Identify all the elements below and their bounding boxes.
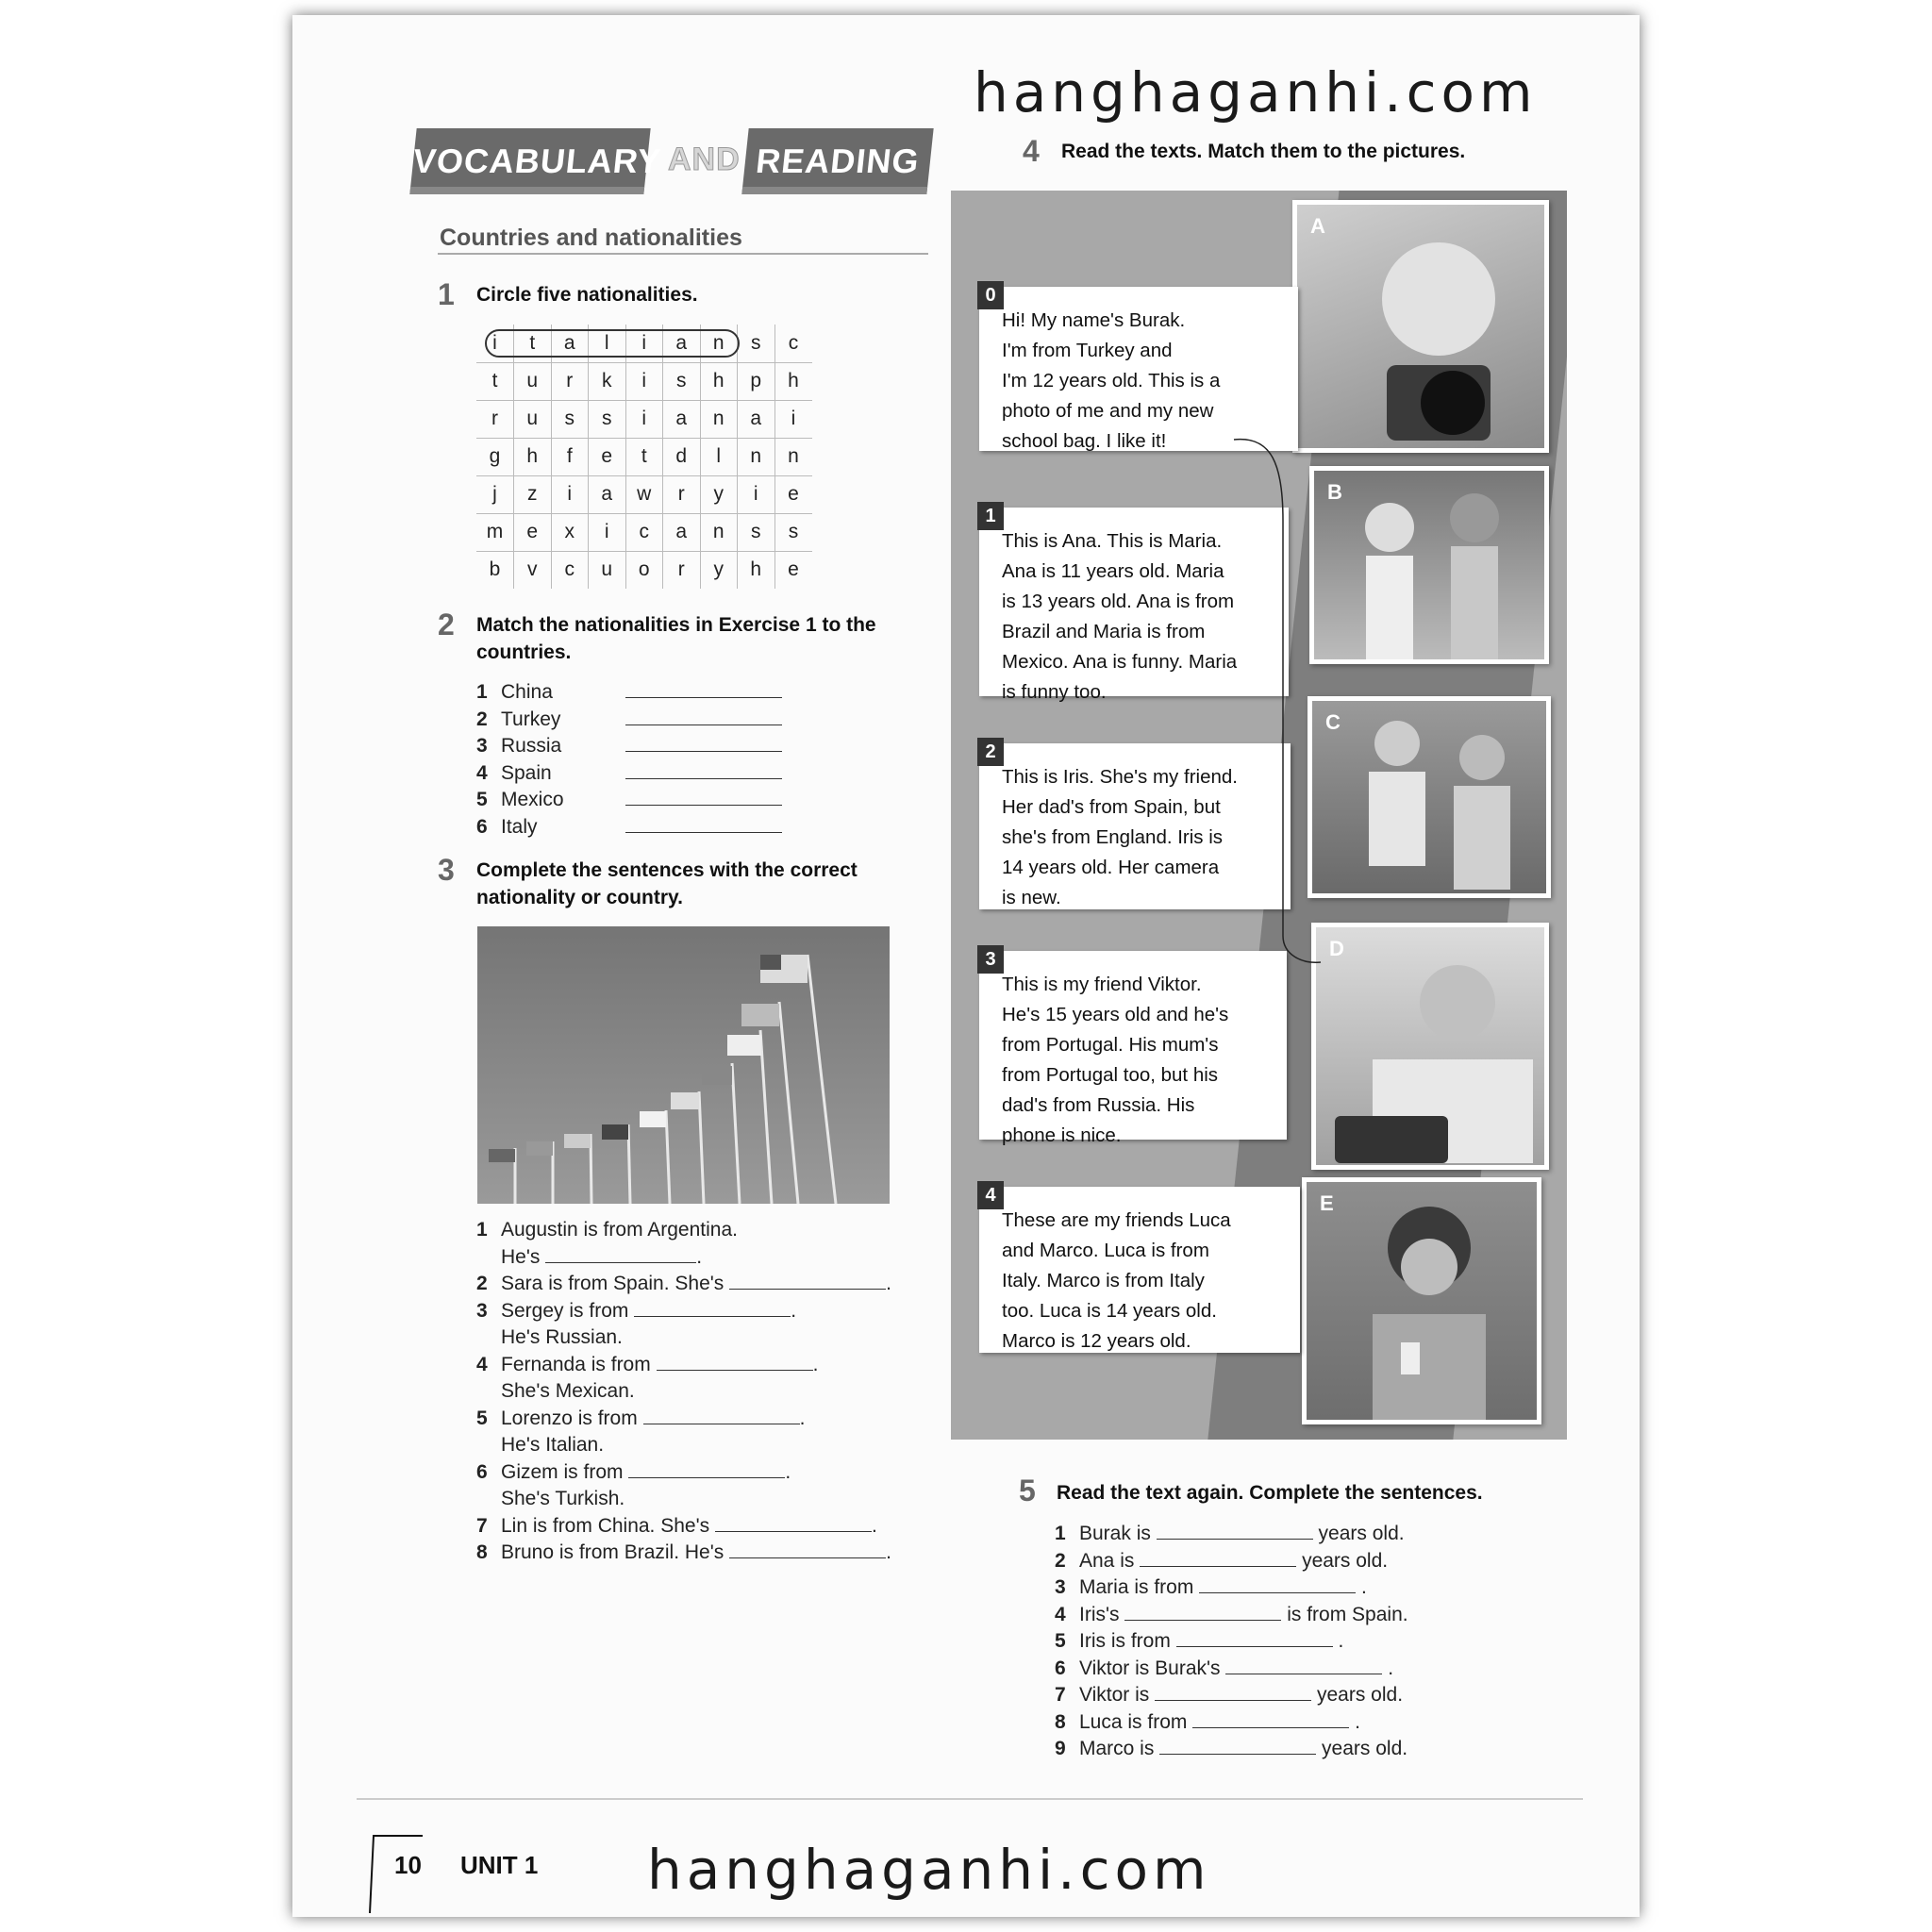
grid-letter[interactable]: l <box>589 325 626 362</box>
item-number: 1 <box>1055 1523 1066 1544</box>
answer-blank[interactable] <box>715 1513 872 1532</box>
grid-letter[interactable]: o <box>625 551 663 589</box>
grid-letter[interactable]: d <box>663 438 701 475</box>
item-punct: . <box>886 1541 891 1563</box>
grid-letter[interactable]: s <box>774 513 812 551</box>
grid-letter[interactable]: u <box>514 362 552 400</box>
text-line: He's 15 years old and he's <box>1002 1004 1229 1025</box>
grid-letter[interactable]: s <box>551 400 589 438</box>
text-line: is new. <box>1002 887 1061 908</box>
grid-letter[interactable]: n <box>774 438 812 475</box>
item-text: Fernanda is from <box>501 1353 651 1375</box>
item-text: Bruno is from Brazil. He's <box>501 1541 724 1563</box>
answer-blank[interactable] <box>1155 1682 1311 1701</box>
grid-letter[interactable]: r <box>476 400 514 438</box>
item-text: He's <box>501 1245 541 1268</box>
item-text: . <box>1361 1576 1367 1598</box>
text-line: dad's from Russia. His <box>1002 1094 1195 1116</box>
item-number: 1 <box>476 1219 488 1241</box>
item-punct: . <box>886 1273 891 1294</box>
item-text: Sara is from Spain. She's <box>501 1273 724 1294</box>
answer-blank[interactable] <box>625 760 782 779</box>
list-item <box>1055 1574 1408 1602</box>
item-number: 8 <box>476 1541 488 1563</box>
grid-letter[interactable]: y <box>700 475 738 513</box>
exercise-1-instruction: Circle five nationalities. <box>476 284 698 306</box>
grid-letter[interactable]: h <box>514 438 552 475</box>
item-answer-line: She's Mexican. <box>501 1380 635 1402</box>
text-badge: 2 <box>977 738 1004 766</box>
grid-letter[interactable]: j <box>476 475 514 513</box>
grid-letter[interactable]: i <box>738 475 775 513</box>
item-number: 4 <box>476 761 488 784</box>
grid-letter[interactable]: z <box>514 475 552 513</box>
item-text: Luca is from <box>1079 1710 1188 1733</box>
exercise-2-list <box>476 679 782 841</box>
item-body <box>501 1513 877 1541</box>
grid-letter[interactable]: r <box>663 551 701 589</box>
text-line: Ana is 11 years old. Maria <box>1002 560 1224 582</box>
grid-letter[interactable]: h <box>738 551 775 589</box>
exercise-1-number: 1 <box>438 277 455 311</box>
grid-letter[interactable]: a <box>663 513 701 551</box>
text-line: school bag. I like it! <box>1002 430 1167 452</box>
grid-letter[interactable]: c <box>625 513 663 551</box>
grid-row <box>476 400 812 438</box>
text-line: too. Luca is 14 years old. <box>1002 1300 1217 1322</box>
flags-illustration <box>477 926 890 1204</box>
answer-blank[interactable] <box>625 679 782 698</box>
grid-letter[interactable]: u <box>514 400 552 438</box>
answer-blank[interactable] <box>1176 1628 1333 1647</box>
list-item <box>476 679 782 707</box>
item-punct: . <box>871 1514 877 1537</box>
text-line: Her dad's from Spain, but <box>1002 796 1221 818</box>
exercise-5-list <box>1055 1521 1408 1763</box>
grid-letter[interactable]: m <box>476 513 514 551</box>
list-item <box>1055 1656 1408 1683</box>
answer-blank[interactable] <box>628 1459 785 1478</box>
answer-blank[interactable] <box>1159 1736 1316 1755</box>
item-text: years old. <box>1317 1684 1404 1706</box>
grid-letter[interactable]: r <box>551 362 589 400</box>
country-name: Italy <box>501 815 538 838</box>
answer-blank[interactable] <box>1157 1521 1313 1540</box>
item-text: Augustin is from Argentina. <box>501 1219 738 1241</box>
grid-row <box>476 551 812 589</box>
text-line: from Portugal too, but his <box>1002 1064 1219 1086</box>
picture-letter: A <box>1310 214 1325 238</box>
grid-letter[interactable]: a <box>663 400 701 438</box>
text-badge: 0 <box>977 281 1004 309</box>
item-text: . <box>1355 1710 1360 1733</box>
list-item <box>476 1513 891 1541</box>
list-item <box>1055 1709 1408 1737</box>
answer-blank[interactable] <box>625 814 782 833</box>
grid-letter[interactable]: l <box>700 438 738 475</box>
grid-letter[interactable]: s <box>738 513 775 551</box>
list-item <box>476 1406 891 1459</box>
answer-blank[interactable] <box>625 787 782 806</box>
grid-letter[interactable]: n <box>738 438 775 475</box>
grid-letter[interactable]: x <box>551 513 589 551</box>
grid-letter[interactable]: y <box>700 551 738 589</box>
exercise-5-instruction: Read the text again. Complete the sentences. <box>1057 1482 1483 1504</box>
grid-letter[interactable]: v <box>514 551 552 589</box>
text-line: Marco is 12 years old. <box>1002 1330 1191 1352</box>
item-number: 3 <box>1055 1576 1066 1598</box>
grid-row <box>476 475 812 513</box>
list-item <box>1055 1548 1408 1575</box>
answer-blank[interactable] <box>1199 1574 1356 1593</box>
item-number: 1 <box>476 681 488 703</box>
footer-divider <box>357 1798 1583 1800</box>
item-text: Viktor is <box>1079 1684 1150 1706</box>
item-number: 5 <box>476 1407 488 1429</box>
item-number: 2 <box>476 708 488 730</box>
item-body <box>501 1271 891 1298</box>
exercise-3-number: 3 <box>438 853 455 887</box>
text-line: I'm from Turkey and <box>1002 340 1173 361</box>
country-name: Turkey <box>501 708 561 730</box>
item-body <box>501 1459 791 1513</box>
item-number: 3 <box>476 735 488 757</box>
list-item <box>476 1298 891 1352</box>
word-search-grid <box>476 325 812 589</box>
page-number: 10 <box>394 1851 422 1879</box>
item-body <box>501 1352 818 1406</box>
picture-letter: C <box>1325 710 1341 734</box>
reading-panel <box>951 191 1567 1440</box>
grid-letter[interactable]: w <box>625 475 663 513</box>
list-item <box>476 733 782 760</box>
item-text: . <box>1338 1630 1344 1652</box>
grid-letter[interactable]: t <box>514 325 552 362</box>
text-badge: 1 <box>977 502 1004 530</box>
item-punct: . <box>799 1407 806 1429</box>
item-number: 4 <box>1055 1603 1066 1625</box>
grid-letter[interactable]: c <box>774 325 812 362</box>
text-line: These are my friends Luca <box>1002 1209 1231 1231</box>
exercise-4-number: 4 <box>1023 134 1040 168</box>
item-number: 5 <box>1055 1630 1066 1652</box>
item-text: Sergey is from <box>501 1299 629 1322</box>
grid-letter[interactable]: e <box>774 475 812 513</box>
text-line: Hi! My name's Burak. <box>1002 309 1186 331</box>
item-text: Viktor is Burak's <box>1079 1657 1221 1679</box>
grid-letter[interactable]: n <box>700 513 738 551</box>
item-answer-line: He's Italian. <box>501 1434 605 1456</box>
item-punct: . <box>812 1353 819 1375</box>
item-number: 7 <box>1055 1684 1066 1706</box>
item-number: 3 <box>476 1299 488 1322</box>
item-text: years old. <box>1302 1549 1389 1572</box>
list-item <box>476 1352 891 1406</box>
picture-letter: E <box>1320 1191 1334 1215</box>
text-line: phone is nice. <box>1002 1124 1122 1146</box>
item-text: Maria is from <box>1079 1576 1194 1598</box>
list-item <box>1055 1736 1408 1763</box>
item-number: 7 <box>476 1514 488 1537</box>
list-item <box>1055 1628 1408 1656</box>
answer-blank[interactable] <box>634 1298 791 1317</box>
item-text: is from Spain. <box>1287 1603 1408 1625</box>
item-text: Burak is <box>1079 1523 1151 1544</box>
unit-label: UNIT 1 <box>460 1851 539 1879</box>
text-line: photo of me and my new <box>1002 400 1214 422</box>
item-punct: . <box>785 1460 791 1483</box>
answer-blank[interactable] <box>625 707 782 725</box>
text-line: This is Ana. This is Maria. <box>1002 530 1223 552</box>
text-badge: 4 <box>977 1181 1004 1209</box>
grid-letter[interactable]: p <box>738 362 775 400</box>
item-text: Iris's <box>1079 1603 1120 1625</box>
grid-letter[interactable]: i <box>551 475 589 513</box>
text-line: Italy. Marco is from Italy <box>1002 1270 1205 1291</box>
grid-letter[interactable]: b <box>476 551 514 589</box>
exercise-3-list <box>476 1217 891 1567</box>
list-item <box>476 760 782 788</box>
text-line: from Portugal. His mum's <box>1002 1034 1219 1056</box>
item-text: Ana is <box>1079 1549 1135 1572</box>
country-name: Spain <box>501 761 552 784</box>
text-line: Mexico. Ana is funny. Maria <box>1002 651 1238 673</box>
picture-letter: B <box>1327 480 1342 504</box>
item-text: years old. <box>1318 1523 1405 1544</box>
exercise-5-number: 5 <box>1019 1474 1036 1507</box>
grid-letter[interactable]: i <box>625 325 663 362</box>
item-answer-line: She's Turkish. <box>501 1488 625 1509</box>
circled-word-mark <box>485 329 740 358</box>
grid-letter[interactable]: a <box>663 325 701 362</box>
grid-letter[interactable]: e <box>514 513 552 551</box>
list-item <box>476 787 782 814</box>
item-answer-line: He's Russian. <box>501 1326 623 1348</box>
exercise-3-instruction: Complete the sentences with the correct nationality or country. <box>476 859 858 908</box>
item-body <box>501 1540 891 1567</box>
grid-letter[interactable]: s <box>663 362 701 400</box>
banner-and: AND <box>668 142 741 177</box>
item-number: 6 <box>476 815 488 838</box>
list-item <box>476 1217 891 1271</box>
answer-blank[interactable] <box>1225 1656 1382 1674</box>
grid-letter[interactable]: f <box>551 438 589 475</box>
list-item <box>476 707 782 734</box>
item-text: Lorenzo is from <box>501 1407 638 1429</box>
item-text: Lin is from China. She's <box>501 1514 710 1537</box>
grid-letter[interactable]: i <box>476 325 514 362</box>
country-name: Russia <box>501 735 562 757</box>
item-text: Gizem is from <box>501 1460 624 1483</box>
flags-photo <box>477 926 890 1204</box>
answer-blank[interactable] <box>1140 1548 1296 1567</box>
list-item <box>1055 1602 1408 1629</box>
grid-row <box>476 438 812 475</box>
text-badge: 3 <box>977 945 1004 974</box>
item-number: 6 <box>476 1460 488 1483</box>
grid-letter[interactable]: i <box>625 400 663 438</box>
item-text: years old. <box>1322 1738 1408 1759</box>
text-line: and Marco. Luca is from <box>1002 1240 1209 1261</box>
exercise-4-instruction: Read the texts. Match them to the pictures. <box>1061 141 1466 162</box>
banner-reading-label: READING <box>754 142 922 180</box>
grid-letter[interactable]: u <box>589 551 626 589</box>
grid-letter[interactable]: c <box>551 551 589 589</box>
text-line: is 13 years old. Ana is from <box>1002 591 1235 612</box>
item-punct: . <box>791 1299 797 1322</box>
text-line: 14 years old. Her camera <box>1002 857 1220 878</box>
list-item <box>476 814 782 841</box>
grid-letter[interactable]: e <box>788 558 799 581</box>
grid-letter[interactable]: i <box>589 513 626 551</box>
item-text: . <box>1388 1657 1394 1679</box>
grid-letter[interactable]: i <box>774 400 812 438</box>
list-item <box>476 1540 891 1567</box>
section-divider <box>438 253 928 255</box>
banner-reading <box>741 128 933 194</box>
grid-letter[interactable]: i <box>625 362 663 400</box>
answer-blank[interactable] <box>729 1271 886 1290</box>
text-line: This is Iris. She's my friend. <box>1002 766 1238 788</box>
banner-vocabulary <box>409 128 663 194</box>
answer-blank[interactable] <box>545 1244 696 1263</box>
watermark-bottom: hanghaganhi.com <box>647 1838 1211 1902</box>
grid-letter[interactable]: a <box>738 400 775 438</box>
workbook-page <box>292 15 1640 1917</box>
item-text: Marco is <box>1079 1738 1155 1759</box>
grid-row <box>476 362 812 400</box>
item-body <box>501 1298 796 1352</box>
grid-letter[interactable]: n <box>700 325 738 362</box>
item-number: 2 <box>476 1273 488 1294</box>
text-line: I'm 12 years old. This is a <box>1002 370 1221 391</box>
picture-letter: D <box>1329 937 1344 960</box>
exercise-2-instruction: Match the nationalities in Exercise 1 to the countries. <box>476 614 876 663</box>
text-line: This is my friend Viktor. <box>1002 974 1202 995</box>
exercise-2-number: 2 <box>438 608 455 641</box>
item-number: 5 <box>476 789 488 810</box>
item-body <box>501 1406 805 1459</box>
item-number: 4 <box>476 1353 488 1375</box>
grid-letter[interactable]: s <box>738 325 775 362</box>
country-name: China <box>501 681 553 703</box>
banner-vocabulary-label: VOCABULARY <box>410 142 663 180</box>
item-number: 2 <box>1055 1549 1066 1572</box>
watermark-top: hanghaganhi.com <box>974 60 1538 125</box>
text-line: is funny too. <box>1002 681 1107 703</box>
grid-letter[interactable]: h <box>774 362 812 400</box>
list-item <box>476 1459 891 1513</box>
answer-blank[interactable] <box>643 1406 800 1424</box>
item-body <box>501 1217 738 1271</box>
item-punct: . <box>696 1245 703 1268</box>
item-number: 6 <box>1055 1657 1066 1679</box>
list-item <box>1055 1521 1408 1548</box>
answer-blank[interactable] <box>625 733 782 752</box>
grid-letter[interactable]: s <box>589 400 626 438</box>
grid-letter[interactable]: t <box>476 362 514 400</box>
grid-letter[interactable]: r <box>663 475 701 513</box>
section-subheading: Countries and nationalities <box>440 225 742 251</box>
grid-letter[interactable]: n <box>700 400 738 438</box>
grid-letter[interactable]: a <box>589 475 626 513</box>
item-number: 8 <box>1055 1710 1066 1733</box>
grid-letter[interactable]: a <box>551 325 589 362</box>
list-item <box>1055 1682 1408 1709</box>
grid-letter[interactable]: k <box>589 362 626 400</box>
answer-blank[interactable] <box>657 1352 813 1371</box>
text-line: Brazil and Maria is from <box>1002 621 1206 642</box>
grid-letter[interactable]: h <box>700 362 738 400</box>
answer-blank[interactable] <box>1124 1602 1281 1621</box>
grid-row <box>476 513 812 551</box>
item-number: 9 <box>1055 1738 1066 1759</box>
grid-letter[interactable]: e <box>589 438 626 475</box>
country-name: Mexico <box>501 789 564 810</box>
text-line: she's from England. Iris is <box>1002 826 1224 848</box>
list-item <box>476 1271 891 1298</box>
item-text: Iris is from <box>1079 1630 1171 1652</box>
answer-connector-line <box>951 191 1567 1440</box>
grid-letter[interactable]: t <box>625 438 663 475</box>
answer-blank[interactable] <box>1192 1709 1349 1728</box>
grid-letter[interactable]: g <box>476 438 514 475</box>
answer-blank[interactable] <box>729 1540 886 1558</box>
